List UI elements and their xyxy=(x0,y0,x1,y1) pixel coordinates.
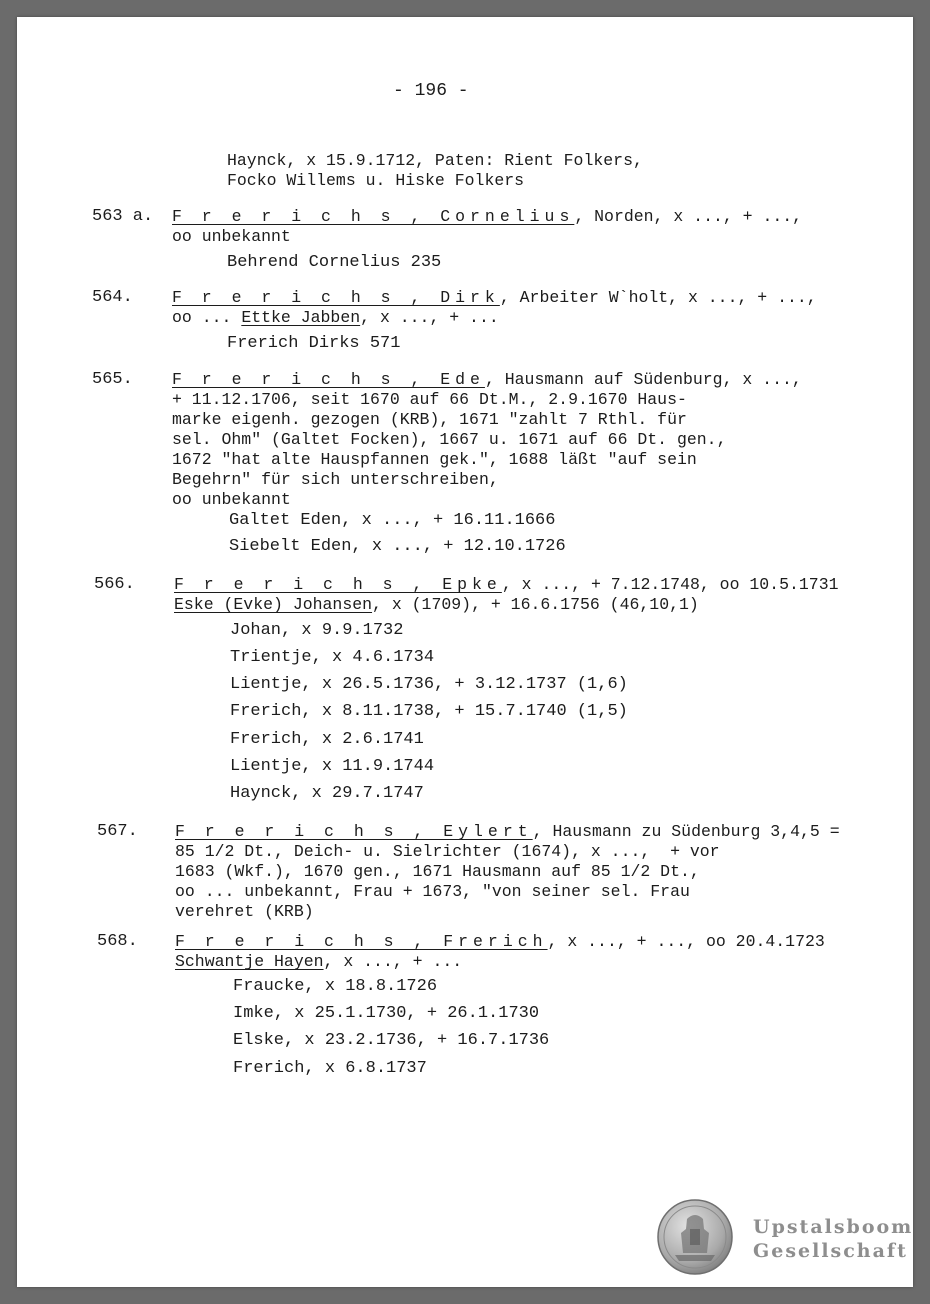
entry-line: + 11.12.1706, seit 1670 auf 66 Dt.M., 2.9.1670 Haus- xyxy=(172,390,687,409)
intro-line-2: Focko Willems u. Hiske Folkers xyxy=(227,171,525,190)
entry-header xyxy=(175,932,825,952)
entry-header xyxy=(172,207,802,227)
document-page xyxy=(17,17,913,1287)
entry-child: Galtet Eden, x ..., + 16.11.1666 xyxy=(229,511,556,530)
entry-header xyxy=(175,822,840,842)
entry-name: F r e r i c h s , Eylert xyxy=(175,822,533,841)
entry-header xyxy=(174,575,839,595)
entry-spouse-line xyxy=(175,952,462,972)
entry-header-rest: , Arbeiter W`holt, x ..., + ..., xyxy=(499,288,817,307)
logo-line-1: Upstalsboom xyxy=(753,1216,914,1238)
entry-line: oo ... unbekannt, Frau + 1673, "von seiner sel. Frau xyxy=(175,882,690,901)
society-logo-text xyxy=(753,1215,913,1263)
entry-child: Frerich, x 2.6.1741 xyxy=(230,730,424,749)
entry-line: 85 1/2 Dt., Deich- u. Sielrichter (1674), x ..., + vor xyxy=(175,842,720,861)
entry-child: Haynck, x 29.7.1747 xyxy=(230,784,424,803)
entry-child: Frerich, x 6.8.1737 xyxy=(233,1059,427,1078)
spouse-name: Ettke Jabben xyxy=(241,308,361,327)
entry-line: 1672 "hat alte Hauspfannen gek.", 1688 läßt "auf sein xyxy=(172,450,697,469)
entry-name: F r e r i c h s , Epke xyxy=(174,575,502,594)
entry-line: 1683 (Wkf.), 1670 gen., 1671 Hausmann auf 85 1/2 Dt., xyxy=(175,862,700,881)
entry-line: Begehrn" für sich unterschreiben, xyxy=(172,470,499,489)
spouse-rest: , x ..., + ... xyxy=(323,952,463,971)
entry-number: 563 a. xyxy=(92,207,154,226)
spouse-rest: , x ..., + ... xyxy=(360,308,499,327)
entry-number: 566. xyxy=(94,575,135,594)
entry-name: F r e r i c h s , Cornelius xyxy=(172,207,575,226)
entry-header xyxy=(172,370,802,390)
entry-child: Frerich Dirks 571 xyxy=(227,334,401,353)
logo-line-2: Gesellschaft xyxy=(753,1240,908,1262)
spouse-prefix: oo ... xyxy=(172,308,242,327)
entry-header-rest: , x ..., + 7.12.1748, oo 10.5.1731 xyxy=(501,575,839,594)
entry-name: F r e r i c h s , Dirk xyxy=(172,288,500,307)
entry-line: oo unbekannt xyxy=(172,490,291,509)
entry-child: Behrend Cornelius 235 xyxy=(227,253,442,272)
spouse-name: Schwantje Hayen xyxy=(175,952,324,971)
entry-line: verehret (KRB) xyxy=(175,902,314,921)
entry-number: 568. xyxy=(97,932,138,951)
spouse-rest: , x (1709), + 16.6.1756 (46,10,1) xyxy=(372,595,699,614)
entry-header-rest: , Hausmann zu Südenburg 3,4,5 = xyxy=(532,822,840,841)
entry-name: F r e r i c h s , Ede xyxy=(172,370,485,389)
entry-child: Trientje, x 4.6.1734 xyxy=(230,648,435,667)
entry-number: 567. xyxy=(97,822,138,841)
page-number: - 196 - xyxy=(393,81,469,101)
entry-header-rest: , Norden, x ..., + ..., xyxy=(574,207,803,226)
spouse-name: Eske (Evke) Johansen xyxy=(174,595,373,614)
entry-name: F r e r i c h s , Frerich xyxy=(175,932,548,951)
entry-child: Lientje, x 26.5.1736, + 3.12.1737 (1,6) xyxy=(230,675,628,694)
entry-child: Imke, x 25.1.1730, + 26.1.1730 xyxy=(233,1004,540,1023)
entry-line: sel. Ohm" (Galtet Focken), 1667 u. 1671 auf 66 Dt. gen., xyxy=(172,430,727,449)
entry-number: 565. xyxy=(92,370,133,389)
entry-header xyxy=(172,288,817,308)
entry-header-rest: , Hausmann auf Südenburg, x ..., xyxy=(484,370,802,389)
entry-line: marke eigenh. gezogen (KRB), 1671 "zahlt 7 Rthl. für xyxy=(172,410,687,429)
entry-header-rest: , x ..., + ..., oo 20.4.1723 xyxy=(547,932,825,951)
entry-number: 564. xyxy=(92,288,133,307)
intro-line-1: Haynck, x 15.9.1712, Paten: Rient Folkers, xyxy=(227,151,643,170)
entry-child: Frerich, x 8.11.1738, + 15.7.1740 (1,5) xyxy=(230,702,628,721)
entry-spouse-line xyxy=(174,595,699,615)
entry-child: Fraucke, x 18.8.1726 xyxy=(233,977,438,996)
entry-child: Elske, x 23.2.1736, + 16.7.1736 xyxy=(233,1031,550,1050)
entry-line: oo unbekannt xyxy=(172,227,291,246)
entry-child: Lientje, x 11.9.1744 xyxy=(230,757,435,776)
seal-icon xyxy=(657,1199,733,1275)
entry-child: Johan, x 9.9.1732 xyxy=(230,621,404,640)
entry-spouse-line xyxy=(172,308,499,328)
entry-child: Siebelt Eden, x ..., + 12.10.1726 xyxy=(229,537,566,556)
